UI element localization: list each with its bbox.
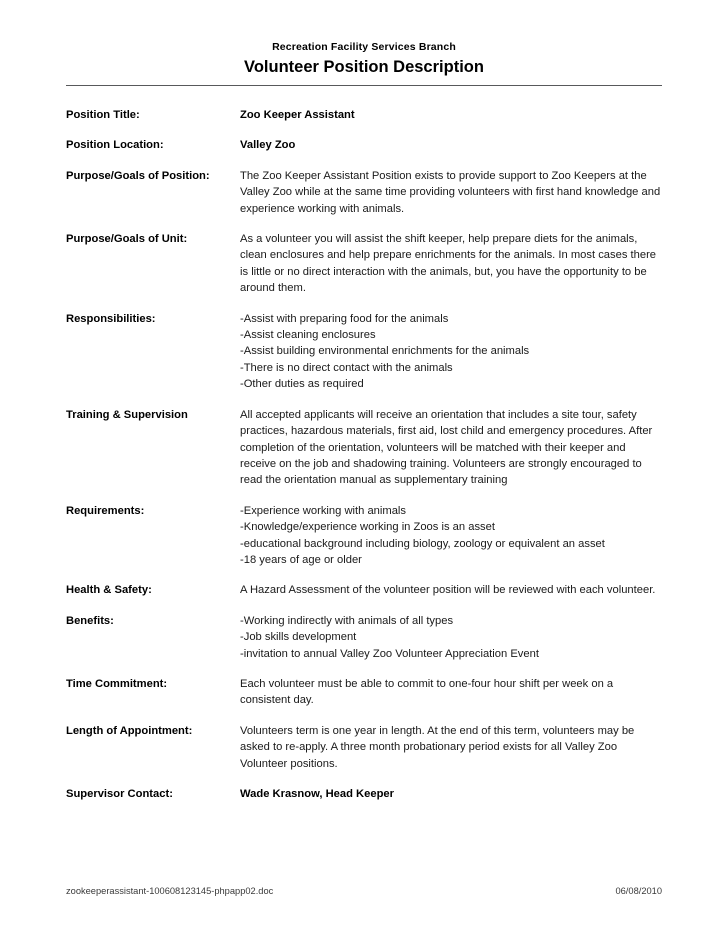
field-row-training-supervision: [66, 407, 662, 489]
field-label-time-commitment: Time Commitment:: [66, 677, 168, 690]
field-row-purpose-goals-unit: [66, 231, 662, 297]
document-header: [66, 40, 662, 78]
field-row-purpose-goals-position: [66, 168, 662, 217]
field-value-health-safety: A Hazard Assessment of the volunteer position will be reviewed with each volunteer.: [240, 584, 656, 597]
field-label-position-location: Position Location:: [66, 139, 164, 152]
field-value-requirements: [240, 503, 662, 569]
list-item: -Other duties as required: [240, 378, 364, 391]
field-value-purpose-goals-unit: As a volunteer you will assist the shift keeper, help prepare diets for the animals, clean enclosures and help prepare enrichments for the animals. In most cases there is little or no direct interaction with the animals, but, you have the opportunity to be around them.: [240, 233, 657, 295]
field-label-purpose-goals-unit: Purpose/Goals of Unit:: [66, 233, 188, 246]
field-label-position-title: Position Title:: [66, 109, 140, 121]
field-row-requirements: [66, 503, 662, 569]
field-value-supervisor-contact: Wade Krasnow, Head Keeper: [240, 788, 394, 800]
field-label-responsibilities: Responsibilities:: [66, 312, 156, 325]
field-value-length-of-appointment: Volunteers term is one year in length. At the end of this term, volunteers may be asked to re-apply. A three month probationary period exists for all Valley Zoo Volunteer positions.: [240, 724, 635, 770]
list-item: -Knowledge/experience working in Zoos is an asset: [240, 521, 495, 534]
field-label-training-supervision: Training & Supervision: [66, 408, 188, 421]
field-row-position-location: [66, 137, 662, 153]
list-item: -Assist building environmental enrichments for the animals: [240, 345, 530, 358]
field-row-supervisor-contact: [66, 786, 662, 802]
footer-date: 06/08/2010: [615, 886, 662, 896]
field-value-time-commitment: Each volunteer must be able to commit to one-four hour shift per week on a consistent day.: [240, 677, 614, 707]
list-item: -Job skills development: [240, 631, 357, 644]
field-row-responsibilities: [66, 311, 662, 393]
list-item: -Assist with preparing food for the animals: [240, 312, 449, 325]
list-item: -educational background including biology, zoology or equivalent an asset: [240, 537, 605, 550]
field-value-purpose-goals-position: The Zoo Keeper Assistant Position exists to provide support to Zoo Keepers at the Valley Zoo while at the same time providing volunteers with first hand knowledge and experience working with animals.: [240, 169, 661, 215]
list-item: -Working indirectly with animals of all types: [240, 614, 454, 627]
page-title: Volunteer Position Description: [244, 58, 484, 76]
field-label-supervisor-contact: Supervisor Contact:: [66, 788, 173, 800]
field-value-position-title: Zoo Keeper Assistant: [240, 109, 355, 121]
field-row-health-safety: [66, 582, 662, 598]
document-footer: [66, 885, 662, 898]
field-value-training-supervision: All accepted applicants will receive an orientation that includes a site tour, safety practices, hazardous materials, first aid, lost child and emergency procedures. After completion of the orientation, volunteers will be matched with their keeper and receive on the job and shadowing training. Volunteers are strongly encouraged to read the orientation manual as supplementary training: [240, 408, 653, 487]
header-divider: [66, 85, 662, 86]
list-item: -There is no direct contact with the animals: [240, 361, 453, 374]
field-row-time-commitment: [66, 676, 662, 709]
field-label-benefits: Benefits:: [66, 614, 114, 627]
branch-name: Recreation Facility Services Branch: [272, 41, 456, 53]
field-label-requirements: Requirements:: [66, 504, 145, 517]
list-item: -invitation to annual Valley Zoo Volunteer Appreciation Event: [240, 647, 539, 660]
list-item: -Experience working with animals: [240, 504, 407, 517]
field-value-benefits: [240, 613, 662, 662]
field-row-position-title: [66, 107, 662, 123]
field-row-length-of-appointment: [66, 723, 662, 772]
document-body: [66, 107, 662, 816]
field-label-purpose-goals-position: Purpose/Goals of Position:: [66, 169, 210, 182]
footer-file-name: zookeeperassistant-100608123145-phpapp02.doc: [66, 886, 274, 896]
list-item: -18 years of age or older: [240, 553, 362, 566]
list-item: -Assist cleaning enclosures: [240, 329, 376, 342]
field-row-benefits: [66, 613, 662, 662]
field-label-length-of-appointment: Length of Appointment:: [66, 724, 193, 737]
field-value-responsibilities: [240, 311, 662, 393]
field-label-health-safety: Health & Safety:: [66, 584, 152, 597]
field-value-position-location: Valley Zoo: [240, 139, 296, 152]
